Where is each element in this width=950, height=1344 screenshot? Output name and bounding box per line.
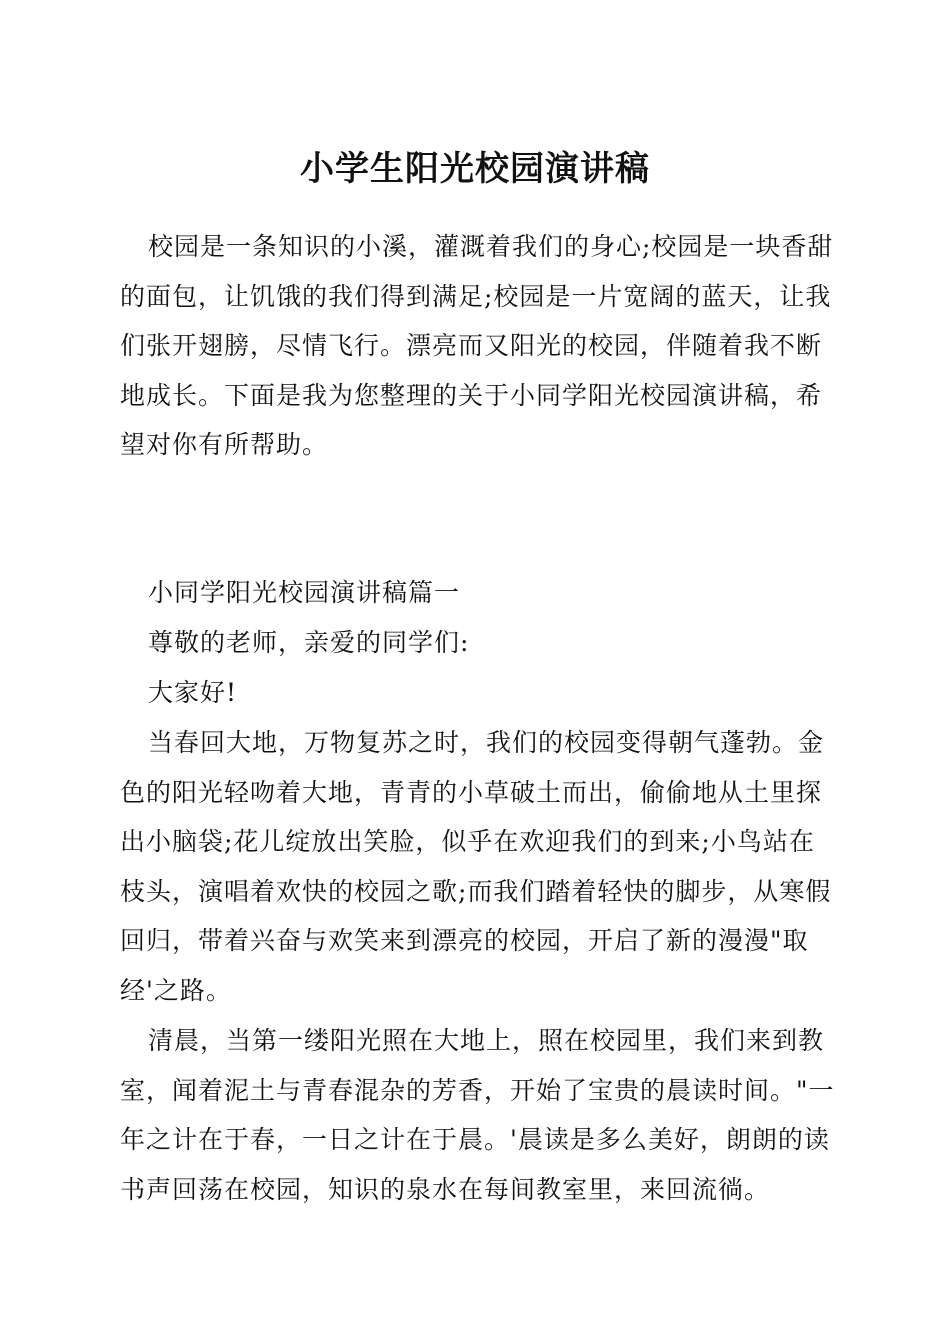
morning-paragraph: 清晨，当第一缕阳光照在大地上，照在校园里，我们来到教室，闻着泥土与青春混杂的芳香，开始了宝贵的晨读时间。"一年之计在于春，一日之计在于晨。'晨读是多么美好，朗朗的读书声回荡在校园，知识的泉水在每间教室里，来回流徜。 xyxy=(120,1026,835,1204)
greeting: 大家好! xyxy=(148,678,238,707)
intro-paragraph: 校园是一条知识的小溪，灌溉着我们的身心;校园是一块香甜的面包，让饥饿的我们得到满足;校园是一片宽阔的蓝天，让我们张开翅膀，尽情飞行。漂亮而又阳光的校园，伴随着我不断地成长。下面是我为您整理的关于小同学阳光校园演讲稿，希望对你有所帮助。 xyxy=(120,232,834,459)
salutation: 尊敬的老师，亲爱的同学们: xyxy=(148,628,470,657)
document-title: 小学生阳光校园演讲稿 xyxy=(300,149,650,189)
spring-paragraph: 当春回大地，万物复苏之时，我们的校园变得朝气蓬勃。金色的阳光轻吻着大地，青青的小草破土而出，偷偷地从土里探出小脑袋;花儿绽放出笑脸，似乎在欢迎我们的到来;小鸟站在枝头，演唱着欢快的校园之歌;而我们踏着轻快的脚步，从寒假回归，带着兴奋与欢笑来到漂亮的校园，开启了新的漫漫"取经'之路。 xyxy=(120,728,832,1005)
section-heading: 小同学阳光校园演讲稿篇一 xyxy=(148,578,461,607)
